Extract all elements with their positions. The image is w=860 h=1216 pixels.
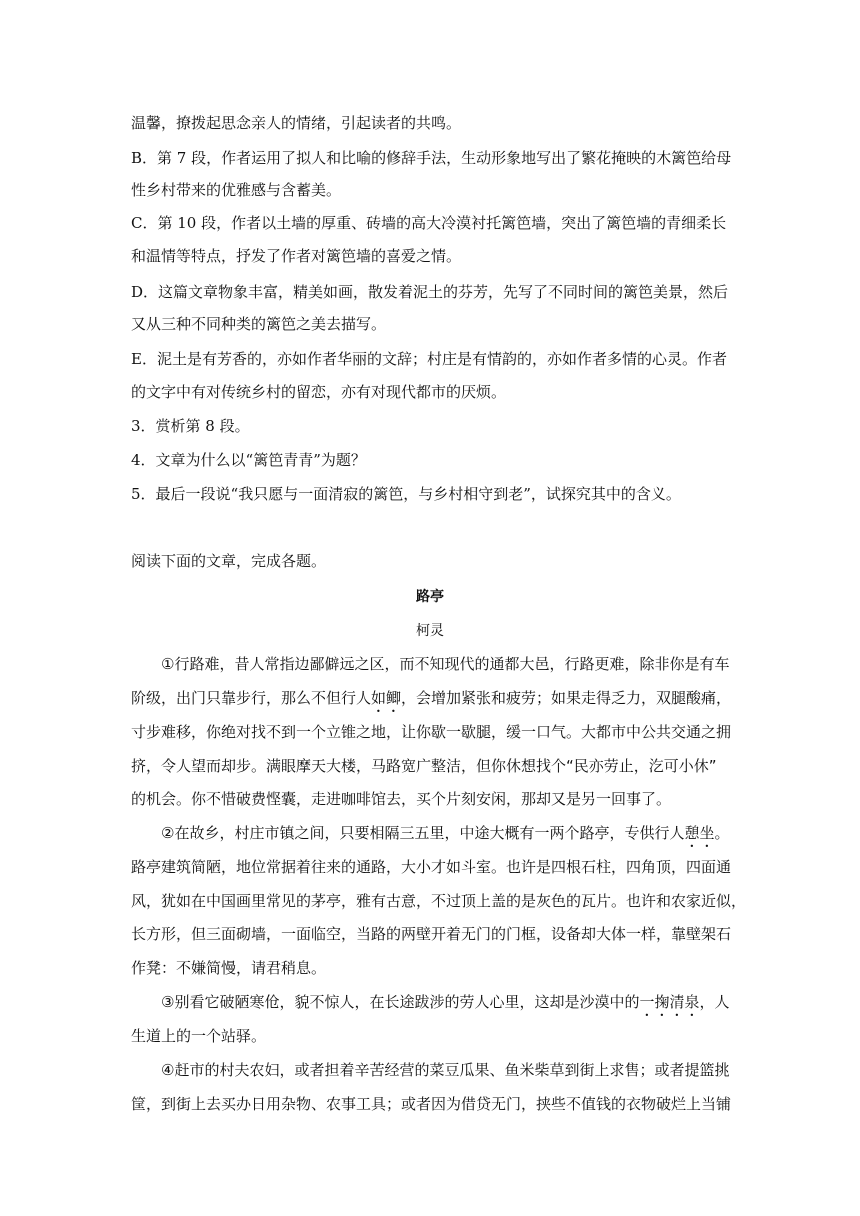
- paragraph-2-line-4: 长方形，但三面砌墙，一面临空，当路的两壁开着无门的门框，设备却大体一样，靠壁架石: [131, 925, 732, 943]
- question-4: 4．文章为什么以“篱笆青青”为题？: [131, 451, 366, 469]
- article-author: 柯灵: [416, 623, 444, 639]
- paragraph-3-line-2: 生道上的一个站驿。: [131, 1027, 267, 1045]
- option-a-continuation: 温馨，撩拨起思念亲人的情绪，引起读者的共鸣。: [131, 114, 462, 132]
- paragraph-4-line-1: ④赶市的村夫农妇，或者担着辛苦经营的菜豆瓜果、鱼米柴草到街上求售；或者提篮挑: [161, 1061, 730, 1079]
- option-e-line-2: 的文字中有对传统乡村的留恋，亦有对现代都市的厌烦。: [131, 383, 507, 401]
- paragraph-1-line-4: 挤，令人望而却步。满眼摩天大楼，马路宽广整洁，但你休想找个“民亦劳止，汔可小休”: [131, 757, 717, 775]
- paragraph-2-line-1: ②在故乡，村庄市镇之间，只要相隔三五里，中途大概有一两个路亭，专供行人憩坐。: [161, 824, 730, 842]
- option-b-line-1: B．第 7 段，作者运用了拟人和比喻的修辞手法，生动形象地写出了繁花掩映的木篱笆给母: [131, 149, 732, 167]
- paragraph-4-line-2: 筐，到街上去买办日用杂物、农事工具；或者因为借贷无门，挟些不值钱的衣物破烂上当铺: [131, 1095, 732, 1113]
- emphasized-word: 如鲫: [371, 689, 402, 707]
- paragraph-1-line-1: ①行路难，昔人常指边鄙僻远之区，而不知现代的通都大邑，行路更难，除非你是有车: [161, 655, 730, 673]
- question-5: 5．最后一段说“我只愿与一面清寂的篱笆，与乡村相守到老”，试探究其中的含义。: [131, 485, 681, 503]
- paragraph-2-line-2: 路亭建筑简陋，地位常据着往来的通路，大小才如斗室。也许是四根石柱，四角顶，四面通: [131, 858, 732, 876]
- option-d-line-1: D．这篇文章物象丰富，精美如画，散发着泥土的芬芳，先写了不同时间的篱笆美景，然后: [131, 283, 729, 301]
- paragraph-2-line-5: 作凳：不嫌简慢，请君稍息。: [131, 959, 327, 977]
- paragraph-2-line-3: 风，犹如在中国画里常见的茅亭，雅有古意，不过顶上盖的是灰色的瓦片。也许和农家近似，: [131, 892, 747, 910]
- paragraph-3-line-1: ③别看它破陋寒伧，貌不惊人，在长途跋涉的劳人心里，这却是沙漠中的一掬清泉，人: [161, 993, 730, 1011]
- option-c-line-2: 和温情等特点，抒发了作者对篱笆墙的喜爱之情。: [131, 247, 462, 265]
- paragraph-1-line-5: 的机会。你不惜破费悭囊，走进咖啡馆去，买个片刻安闲，那却又是另一回事了。: [131, 790, 672, 808]
- option-c-line-1: C．第 10 段，作者以土墙的厚重、砖墙的高大冷漠衬托篱笆墙，突出了篱笆墙的青细柔长: [131, 214, 727, 232]
- emphasized-word: 憩坐: [684, 824, 715, 842]
- option-e-line-1: E．泥土是有芳香的，亦如作者华丽的文辞；村庄是有情韵的，亦如作者多情的心灵。作者: [131, 350, 727, 368]
- emphasized-word: 一掬清泉: [639, 993, 700, 1011]
- question-3: 3．赏析第 8 段。: [131, 417, 250, 435]
- option-b-line-2: 性乡村带来的优雅感与含蓄美。: [131, 181, 342, 199]
- option-d-line-2: 又从三种不同种类的篱笆之美去描写。: [131, 315, 387, 333]
- paragraph-1-line-3: 寸步难移，你绝对找不到一个立锥之地，让你歇一歇腿，缓一口气。大都市中公共交通之拥: [131, 723, 732, 741]
- reading-instruction: 阅读下面的文章，完成各题。: [131, 552, 327, 570]
- paragraph-1-line-2: 阶级，出门只靠步行，那么不但行人如鲫，会增加紧张和疲劳；如果走得乏力，双腿酸痛，: [131, 689, 732, 707]
- article-title: 路亭: [416, 589, 444, 605]
